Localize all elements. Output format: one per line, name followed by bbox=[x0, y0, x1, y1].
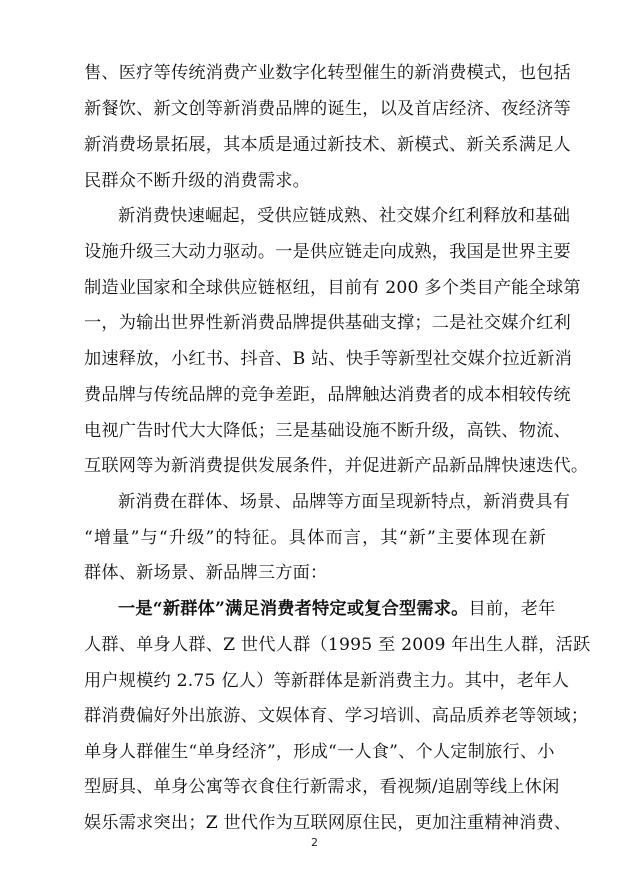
text-line: 费品牌与传统品牌的竞争差距，品牌触达消费者的成本相较传统 bbox=[84, 385, 571, 405]
text-line: 新消费场景拓展，其本质是通过新技术、新模式、新关系满足人 bbox=[84, 135, 571, 155]
lead-rest: 目前，老年 bbox=[468, 599, 556, 619]
text-line-lead bbox=[118, 598, 556, 620]
page-number: 2 bbox=[311, 836, 318, 849]
text-line: 设施升级三大动力驱动。一是供应链走向成熟，我国是世界主要 bbox=[84, 242, 571, 262]
text-line: 单身人群催生“单身经济”，形成“一人食”、个人定制旅行、小 bbox=[84, 742, 555, 762]
text-line: 加速释放，小红书、抖音、B 站、快手等新型社交媒介拉近新消 bbox=[84, 349, 572, 369]
text-line: 娱乐需求突出；Z 世代作为互联网原住民，更加注重精神消费、 bbox=[84, 813, 572, 833]
text-line: “增量”与“升级”的特征。具体而言，其“新”主要体现在新 bbox=[84, 528, 546, 548]
text-line: 群体、新场景、新品牌三方面： bbox=[84, 563, 328, 583]
text-line: 民群众不断升级的消费需求。 bbox=[84, 171, 311, 191]
text-line: 互联网等为新消费提供发展条件，并促进新产品新品牌快速迭代。 bbox=[84, 456, 589, 476]
text-line: 人群、单身人群、Z 世代人群（1995 至 2009 年出生人群，活跃 bbox=[84, 635, 591, 655]
text-line: 新消费在群体、场景、品牌等方面呈现新特点，新消费具有 bbox=[118, 492, 571, 512]
text-line: 售、医疗等传统消费产业数字化转型催生的新消费模式，也包括 bbox=[84, 63, 571, 83]
text-line: 群消费偏好外出旅游、文娱体育、学习培训、高品质养老等领域； bbox=[84, 706, 589, 726]
text-line: 新消费快速崛起，受供应链成熟、社交媒介红利释放和基础 bbox=[118, 206, 571, 226]
text-line: 电视广告时代大大降低；三是基础设施不断升级，高铁、物流、 bbox=[84, 421, 571, 441]
text-line: 用户规模约 2.75 亿人）等新群体是新消费主力。其中，老年人 bbox=[84, 671, 570, 691]
bold-lead: 一是“新群体”满足消费者特定或复合型需求。 bbox=[118, 599, 469, 619]
text-line: 制造业国家和全球供应链枢纽，目前有 200 多个类目产能全球第 bbox=[84, 278, 581, 298]
text-line: 型厨具、单身公寓等衣食住行新需求，看视频/追剧等线上休闲 bbox=[84, 777, 560, 797]
text-line: 新餐饮、新文创等新消费品牌的诞生，以及首店经济、夜经济等 bbox=[84, 99, 571, 119]
text-line: 一，为输出世界性新消费品牌提供基础支撑；二是社交媒介红利 bbox=[84, 313, 571, 333]
